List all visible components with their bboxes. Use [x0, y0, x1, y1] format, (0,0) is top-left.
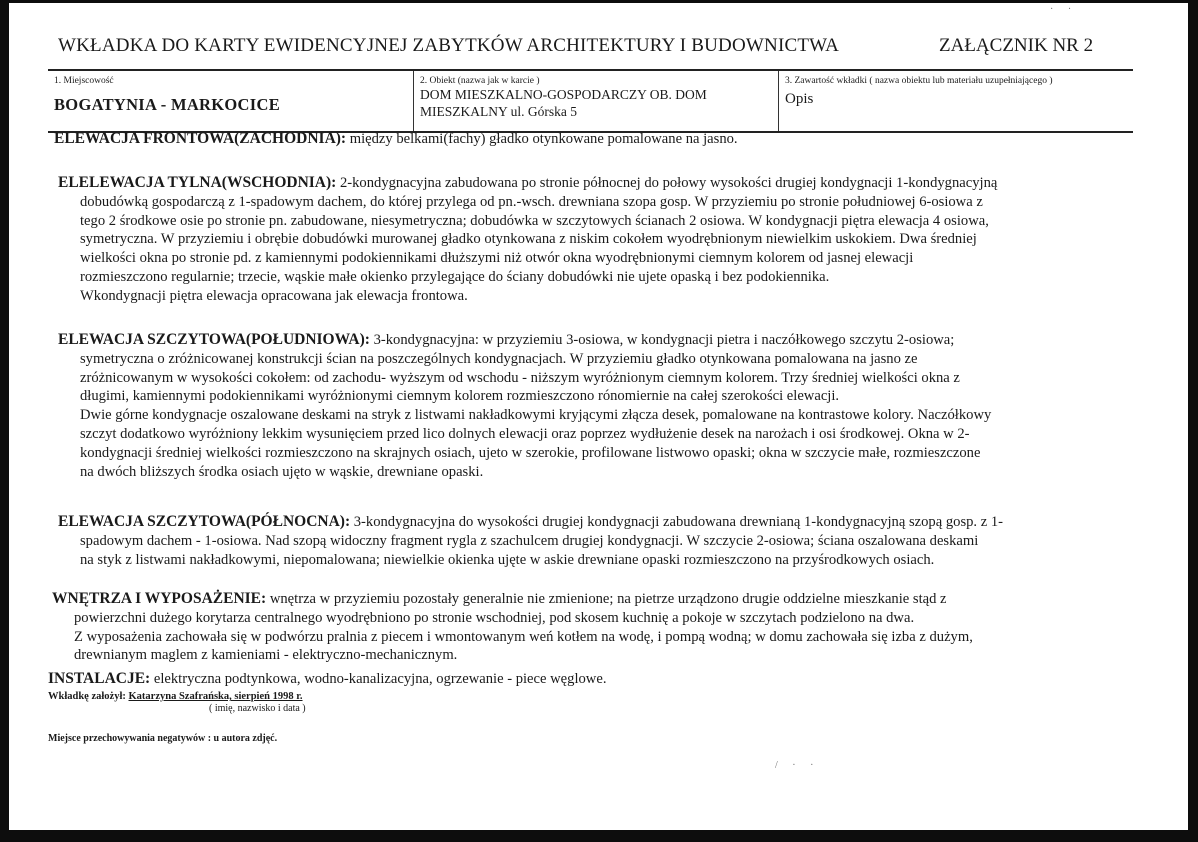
section-heading: WNĘTRZA I WYPOSAŻENIE: [52, 590, 267, 607]
locality-label: 1. Miejscowość [54, 76, 114, 86]
text-line: 2-kondygnacyjna zabudowana po stronie północnej do połowy wysokości drugiej kondygnacji 1-kondygnacyjną [336, 175, 998, 191]
section-south-gable-elevation [58, 331, 1138, 481]
section-heading: ELEWACJA FRONTOWA(ZACHODNIA): [54, 130, 347, 147]
section-front-elevation [54, 130, 1134, 149]
scan-specks-decoration: / · · [775, 760, 820, 771]
text-line: Dwie górne kondygnacje oszalowane deskami na stryk z listwami nakładkowymi kryjącymi złącza desek, pomalowane na kontrastowe kolory. Naczółkowy [80, 407, 992, 424]
metadata-table [48, 69, 1133, 133]
object-label: 2. Obiekt (nazwa jak w karcie ) [420, 76, 540, 86]
object-cell [413, 71, 778, 131]
text-line: szczyt dodatkowo wyróżniony lekkim wysunięciem przed lico dolnych elewacji oraz poprzez wydłużenie desek na narożach i osi środkowej. Okna w 2- [80, 425, 970, 442]
section-north-gable-elevation [58, 513, 1138, 569]
scan-border-left [0, 0, 9, 842]
scan-border-top [0, 0, 1198, 3]
scan-border-bottom [0, 830, 1198, 842]
content-label: 3. Zawartość wkładki ( nazwa obiektu lub materiału uzupełniającego ) [785, 76, 1053, 86]
text-line: 3-kondygnacyjna: w przyziemiu 3-osiowa, w kondygnacji pietra i naczółkowego szczytu 2-osiowa; [369, 332, 955, 348]
text-line: tego 2 środkowe osie po stronie pn. zabudowane, niesymetryczna; dobudówka w szczytowych ścianach 2 osiowa. W kondygnacji piętra elewacja 4 osiowa, [80, 212, 989, 229]
section-heading: INSTALACJE: [48, 670, 151, 687]
author-value: Katarzyna Szafrańska, sierpień 1998 r. [128, 691, 303, 702]
section-rear-elevation [58, 174, 1138, 306]
section-text: elektryczna podtynkowa, wodno-kanalizacyjna, ogrzewanie - piece węglowe. [150, 671, 607, 687]
content-cell [778, 71, 1133, 131]
text-line: wielkości okna po stronie pd. z kamiennymi podokiennikami dłuższymi niż otwór okna wyodrębnionymi ciemnym kolorem od jasnej elewacji [80, 250, 914, 267]
section-text: między belkami(fachy) gładko otynkowane pomalowane na jasno. [346, 131, 738, 147]
text-line: wnętrza w przyziemiu pozostały generalnie nie zmienione; na pietrze urządzono drugie oddzielne mieszkanie stąd z [266, 591, 947, 607]
text-line: kondygnacji średniej wielkości rozmieszczono na skrajnych osiach, ujeto w szerokie, profilowane listwowo opaski; okna w szczycie małe, rozmieszczone [80, 444, 981, 461]
negatives-location: Miejsce przechowywania negatywów : u autora zdjęć. [48, 733, 278, 744]
text-line: na dwóch bliższych środka osiach ujęto w wąskie, drewniane opaski. [80, 463, 484, 480]
section-heading: ELEWACJA SZCZYTOWA(POŁUDNIOWA): [58, 331, 370, 348]
attachment-number: ZAŁĄCZNIK NR 2 [939, 35, 1094, 56]
object-value-line2: MIESZKALNY ul. Górska 5 [420, 104, 577, 119]
text-line: powierzchni dużego korytarza centralnego wyodrębniono po stronie wschodniej, pod skosem kuchnię a pokoje w szczytach podzielono na dwa. [74, 609, 915, 626]
text-line: na styk z listwami nakładkowymi, niepomalowana; niewielkie okienka ujęte w askie drewniane opaski rozmieszczono na przyśrodkowych osiach. [80, 551, 935, 568]
section-installations [48, 670, 1128, 689]
locality-cell [48, 71, 413, 131]
content-value: Opis [785, 91, 814, 107]
section-interiors [52, 590, 1132, 665]
locality-value: BOGATYNIA - MARKOCICE [54, 95, 281, 114]
object-value-line1: DOM MIESZKALNO-GOSPODARCZY OB. DOM [420, 87, 707, 102]
section-heading: ELELEWACJA TYLNA(WSCHODNIA): [58, 174, 337, 191]
scan-border-right [1188, 0, 1198, 842]
text-line: długimi, kamiennymi podokiennikami wyróżnionymi ciemnym kolorem rozmieszczono rónomiernie na całej szerokości elewacji. [80, 388, 840, 405]
author-line [48, 691, 303, 702]
document-title: WKŁADKA DO KARTY EWIDENCYJNEJ ZABYTKÓW ARCHITEKTURY I BUDOWNICTWA [58, 35, 840, 56]
text-line: dobudówką gospodarczą z 1-spadowym dachem, do której przylega od pn.-wsch. drewniana szopa gosp. W przyziemiu po stronie południowej 6-osiowa z [80, 193, 983, 210]
scan-specks-decoration: · · [1050, 4, 1078, 15]
text-line: symetryczna o zróżnicowanej konstrukcji ścian na poszczególnych kondygnacjach. W przyziemiu gładko otynkowana pomalowana na jasno ze [80, 350, 918, 367]
author-label: Wkładkę założył: [48, 691, 129, 702]
text-line: Wkondygnacji piętra elewacja opracowana jak elewacja frontowa. [80, 287, 468, 304]
text-line: spadowym dachem - 1-osiowa. Nad szopą widoczny fragment rygla z szachulcem drugiej kondygnacji. W szczycie 2-osiowa; ściana oszalowana deskami [80, 532, 979, 549]
text-line: 3-kondygnacyjna do wysokości drugiej kondygnacji zabudowana drewnianą 1-kondygnacyjną szopą gosp. z 1- [350, 514, 1004, 530]
section-heading: ELEWACJA SZCZYTOWA(PÓŁNOCNA): [58, 513, 351, 530]
text-line: drewnianym maglem z kamieniami - elektryczno-mechanicznym. [74, 647, 458, 664]
text-line: Z wyposażenia zachowała się w podwórzu pralnia z piecem i wmontowanym weń kotłem na wodę, i pompą wodną; w domu zachowała się izba z dużym, [74, 628, 973, 645]
text-line: rozmieszczono regularnie; trzecie, wąskie małe okienko przylegające do ściany dobudówki nie ujete opaską i bez podokiennika. [80, 268, 830, 285]
author-hint: ( imię, nazwisko i data ) [209, 703, 306, 714]
text-line: zróżnicowanym w wysokości cokołem: od zachodu- wyższym od wschodu - niższym wyróżnionym ciemnym kolorem. Trzy średniej wielkości okna z [80, 369, 960, 386]
text-line: symetryczna. W przyziemiu i obrębie dobudówki murowanej gładko otynkowana z niskim cokołem wyodrębnionym niewielkim uskokiem. Dwa średniej [80, 231, 977, 248]
